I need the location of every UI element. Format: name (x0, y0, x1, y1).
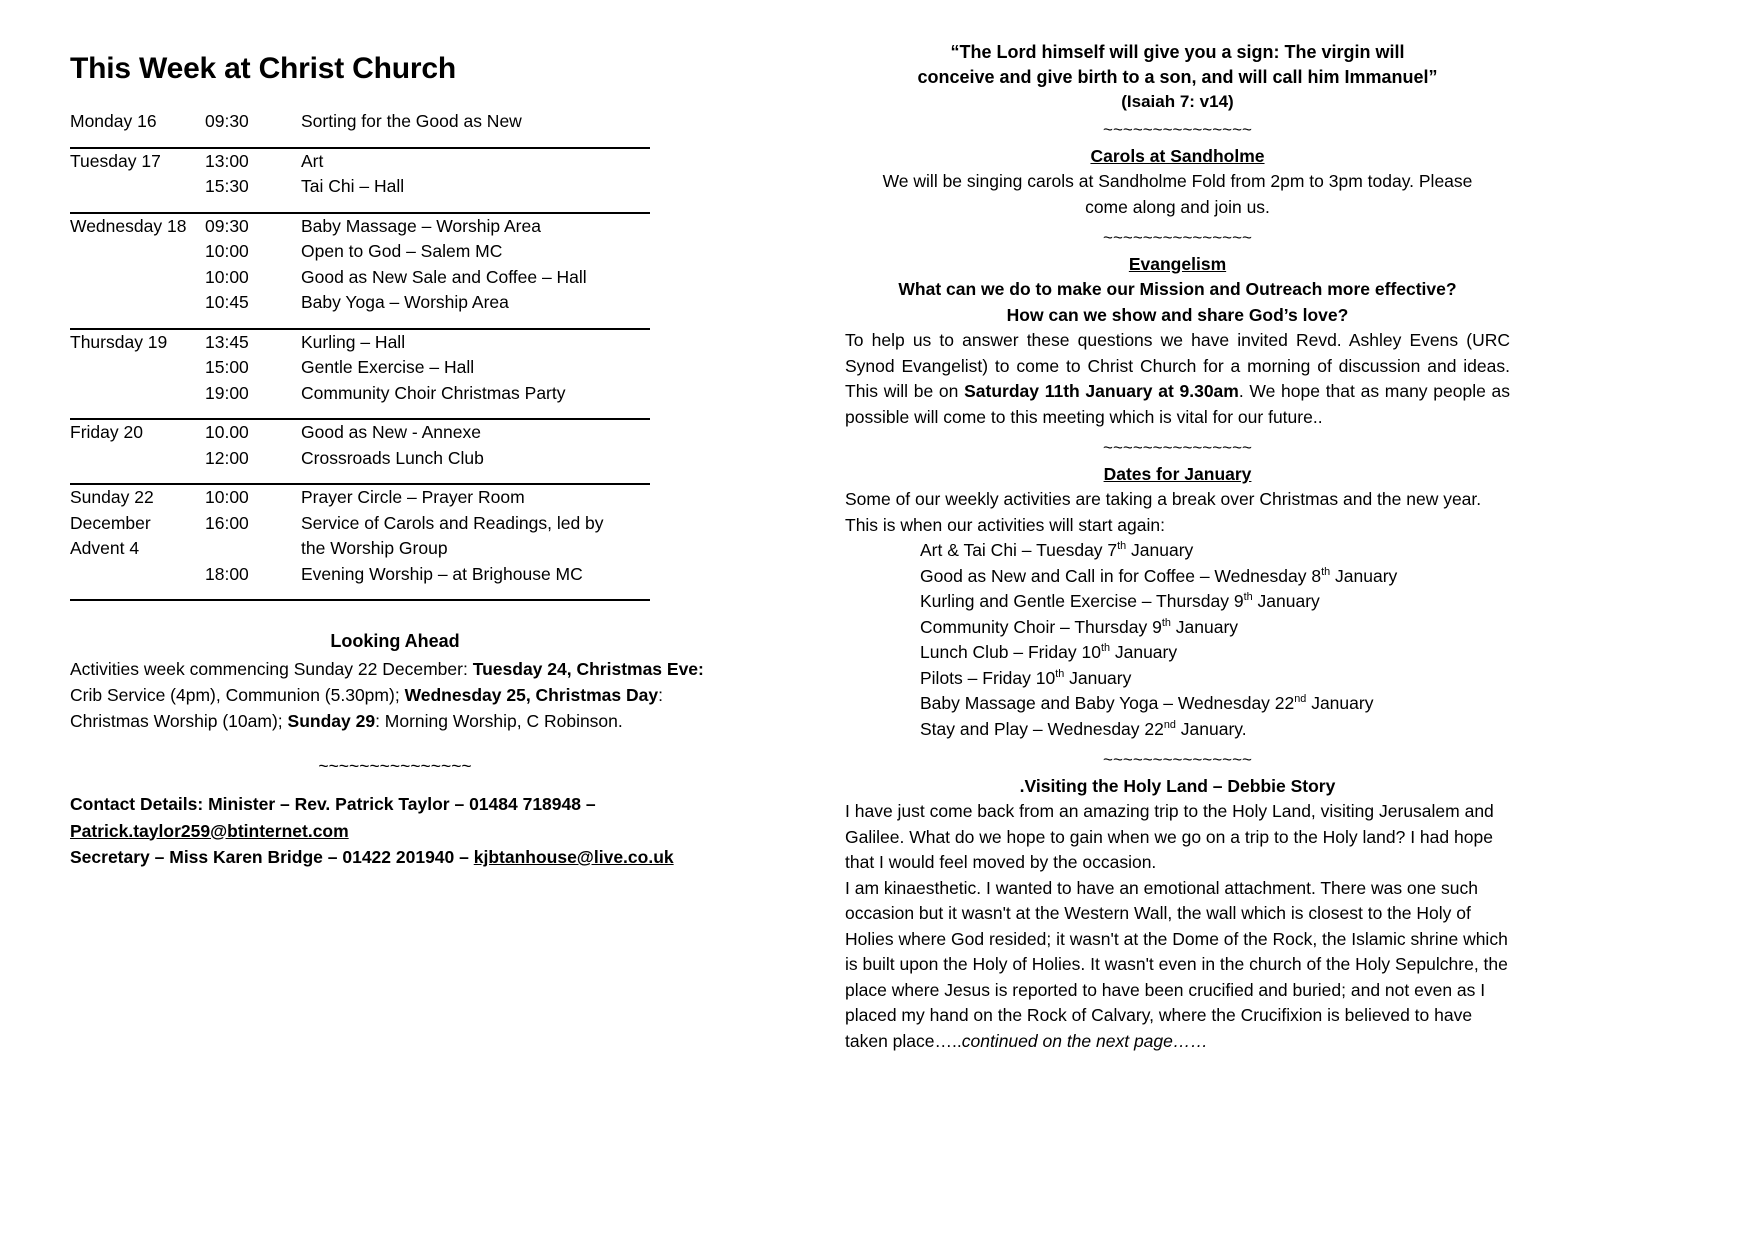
divider-tilde-3: ~~~~~~~~~~~~~~~ (1103, 438, 1252, 457)
dates-january-item (920, 538, 1510, 564)
evangelism-question-1: What can we do to make our Mission and Outreach more effective? (898, 279, 1457, 299)
evangelism-date-bold: Saturday 11th January at 9.30am (964, 381, 1239, 401)
schedule-time (205, 536, 301, 562)
schedule-day-label: Sunday 22 (70, 487, 154, 507)
dates-january-item (920, 717, 1510, 743)
schedule-event: Baby Massage – Worship Area (301, 215, 541, 236)
schedule-time: 09:30 (205, 215, 249, 236)
schedule-day-group (70, 485, 650, 601)
evangelism-body-2: . We hope that as many people as possible will come to this meeting which is vital for our future.. (845, 381, 1510, 427)
looking-ahead-text-1: Activities week commencing Sunday 22 December: (70, 659, 468, 679)
schedule-event: Evening Worship – at Brighouse MC (301, 563, 583, 584)
looking-ahead-text-4: : Morning Worship, C Robinson. (375, 711, 623, 731)
dates-item-text: Art & Tai Chi – Tuesday 7 (920, 540, 1118, 560)
schedule-event: Sorting for the Good as New (301, 111, 522, 131)
holyland-paragraph-1: I have just come back from an amazing trip to the Holy Land, visiting Jerusalem and Galilee. What do we hope to gain when we go on a trip to the Holy land? I had hope that I would feel moved by the occasion. (845, 801, 1494, 872)
schedule-time: 19:00 (205, 382, 249, 403)
looking-ahead-bold-1: Tuesday 24, Christmas Eve: (472, 659, 704, 679)
dates-item-ordinal-suffix: th (1117, 540, 1127, 553)
schedule-day-label: Advent 4 (70, 538, 140, 558)
schedule-group-spacer (70, 587, 650, 599)
schedule-row (70, 109, 650, 135)
dates-item-text: Good as New and Call in for Coffee – Wednesday 8 (920, 565, 1322, 586)
schedule-event: Art (301, 150, 324, 171)
contact-details (70, 791, 720, 871)
scripture-reference: (Isaiah 7: v14) (1121, 92, 1234, 111)
schedule-day-label (70, 174, 205, 200)
dates-january-list (845, 538, 1510, 742)
divider-tilde-2: ~~~~~~~~~~~~~~~ (1103, 228, 1252, 247)
schedule-event: Crossroads Lunch Club (301, 447, 484, 468)
evangelism-body (845, 328, 1510, 430)
schedule-row (70, 511, 650, 537)
schedule-row (70, 265, 650, 291)
schedule-time: 09:30 (205, 111, 249, 131)
dates-item-text: Community Choir – Thursday 9 (920, 616, 1162, 637)
schedule-row (70, 420, 650, 446)
dates-january-item (920, 691, 1510, 717)
schedule-time: 12:00 (205, 447, 249, 468)
carols-heading: Carols at Sandholme (1090, 146, 1265, 166)
contact-minister-line: Contact Details: Minister – Rev. Patrick Taylor – 01484 718948 – (70, 794, 596, 814)
page-title: This Week at Christ Church (70, 52, 456, 85)
schedule-day-label: Wednesday 18 (70, 215, 187, 236)
dates-item-ordinal-suffix: th (1100, 642, 1110, 655)
schedule-day-group (70, 330, 650, 421)
dates-january-item (920, 564, 1510, 590)
schedule-row (70, 149, 650, 175)
contact-secretary-line: Secretary – Miss Karen Bridge – 01422 201940 – (70, 847, 474, 867)
schedule-event: Gentle Exercise – Hall (301, 357, 475, 377)
looking-ahead-text (70, 656, 720, 734)
dates-january-heading: Dates for January (1103, 464, 1252, 484)
carols-body (845, 169, 1510, 220)
schedule-time: 10:45 (205, 292, 249, 312)
schedule-row (70, 239, 650, 265)
schedule-time: 13:45 (205, 331, 249, 352)
schedule-day-label: Tuesday 17 (70, 150, 161, 171)
schedule-day-group (70, 109, 650, 149)
left-divider-tilde: ~~~~~~~~~~~~~~~ (318, 756, 472, 776)
right-column (845, 40, 1510, 1054)
dates-item-month: January (1252, 591, 1320, 611)
secretary-email-link[interactable]: kjbtanhouse@live.co.uk (473, 847, 674, 867)
looking-ahead-bold-3: Sunday 29 (287, 711, 376, 731)
dates-january-item (920, 589, 1510, 615)
schedule-group-spacer (70, 471, 650, 483)
schedule-day-label (70, 381, 205, 407)
dates-item-month: January. (1175, 718, 1247, 739)
schedule-group-spacer (70, 316, 650, 328)
holyland-paragraph-2-text: I am kinaesthetic. I wanted to have an emotional attachment. There was one such occasion but it wasn't at the Western Wall, the wall which is closest to the Holy of Holies where God resided; it wasn't at the Dome of the Rock, the Islamic shrine which is built upon the Holy of Holies. It wasn't even in the church of the Holy Sepulchre, the place where Jesus is reported to have been crucified and buried; and not even as I placed my hand on the Rock of Calvary, where the Crucifixion is believed to have taken place….. (845, 877, 1508, 1051)
dates-item-month: January (1126, 540, 1194, 560)
schedule-row (70, 381, 650, 407)
dates-item-month: January (1110, 642, 1178, 662)
schedule-event: Good as New Sale and Coffee – Hall (301, 266, 587, 287)
dates-item-month: January (1330, 565, 1398, 586)
schedule-day-label (70, 446, 205, 472)
schedule-event: Open to God – Salem MC (301, 241, 503, 261)
schedule-event: Prayer Circle – Prayer Room (301, 487, 525, 507)
schedule-row (70, 330, 650, 356)
dates-item-ordinal-suffix: th (1321, 565, 1331, 578)
schedule-day-label: Thursday 19 (70, 331, 168, 352)
dates-item-ordinal-suffix: nd (1163, 718, 1176, 731)
schedule-day-group (70, 149, 650, 214)
left-column (70, 52, 720, 871)
schedule-time: 13:00 (205, 150, 249, 171)
schedule-row (70, 485, 650, 511)
schedule-day-group (70, 420, 650, 485)
schedule-day-label: Monday 16 (70, 111, 157, 131)
holyland-paragraph-2 (845, 876, 1510, 1055)
carols-line-1: We will be singing carols at Sandholme Fold from 2pm to 3pm today. Please (882, 171, 1473, 191)
schedule-event: Service of Carols and Readings, led by (301, 512, 604, 533)
dates-january-intro: Some of our weekly activities are taking a break over Christmas and the new year. This is when our activities will start again: (845, 489, 1482, 535)
dates-item-ordinal-suffix: th (1243, 591, 1253, 604)
holyland-heading (845, 776, 1510, 797)
schedule-day-label (70, 562, 205, 588)
looking-ahead-bold-2: Wednesday 25, Christmas Day (404, 685, 659, 705)
schedule-day-label (70, 290, 205, 316)
dates-item-text: Pilots – Friday 10 (920, 667, 1056, 688)
schedule-row (70, 214, 650, 240)
schedule-time: 10.00 (205, 422, 249, 442)
dates-item-text: Baby Massage and Baby Yoga – Wednesday 22 (920, 693, 1295, 713)
dates-january-item (920, 666, 1510, 692)
holyland-continued-note: continued on the next page…… (961, 1030, 1208, 1051)
evangelism-body-1: To help us to answer these questions we have invited Revd. Ashley Evens (URC Synod Evangelist) to come to Christ Church for a morning of discussion and ideas. This will be on (845, 330, 1510, 401)
schedule-event: Tai Chi – Hall (301, 176, 405, 196)
carols-line-2: come along and join us. (1085, 196, 1270, 217)
schedule-time: 10:00 (205, 487, 249, 507)
schedule-row (70, 446, 650, 472)
schedule-day-label (70, 265, 205, 291)
schedule-row (70, 290, 650, 316)
weekly-schedule (70, 109, 650, 601)
schedule-time: 15:00 (205, 357, 249, 377)
schedule-event: the Worship Group (301, 538, 448, 558)
schedule-group-spacer (70, 406, 650, 418)
minister-email-link[interactable]: Patrick.taylor259@btinternet.com (70, 820, 349, 841)
verse-line-1: “The Lord himself will give you a sign: The virgin will (950, 42, 1405, 62)
dates-item-ordinal-suffix: th (1161, 616, 1171, 629)
dates-item-text: Lunch Club – Friday 10 (920, 642, 1101, 662)
schedule-day-label (70, 355, 205, 381)
divider-tilde-4: ~~~~~~~~~~~~~~~ (1103, 750, 1252, 769)
dates-january-item (920, 640, 1510, 666)
schedule-time: 10:00 (205, 266, 249, 287)
schedule-day-group (70, 214, 650, 330)
looking-ahead-text-3: : Christmas Worship (10am); (70, 685, 663, 731)
dates-item-ordinal-suffix: th (1055, 667, 1065, 680)
schedule-event: Community Choir Christmas Party (301, 382, 566, 403)
schedule-time: 18:00 (205, 563, 249, 584)
evangelism-heading: Evangelism (1128, 254, 1227, 274)
schedule-day-label: Friday 20 (70, 422, 143, 442)
schedule-day-label: December (70, 512, 151, 533)
schedule-group-spacer (70, 135, 650, 147)
looking-ahead-heading: Looking Ahead (330, 631, 460, 651)
schedule-time: 16:00 (205, 512, 249, 533)
schedule-time: 15:30 (205, 176, 249, 196)
looking-ahead-text-2: Crib Service (4pm), Communion (5.30pm); (70, 685, 400, 705)
schedule-row (70, 562, 650, 588)
schedule-day-label (70, 239, 205, 265)
schedule-event: Kurling – Hall (301, 331, 406, 352)
schedule-group-spacer (70, 200, 650, 212)
verse-line-2: conceive and give birth to a son, and will call him Immanuel” (917, 67, 1438, 87)
schedule-row (70, 355, 650, 381)
schedule-row (70, 536, 650, 562)
schedule-event: Baby Yoga – Worship Area (301, 292, 509, 312)
dates-item-text: Kurling and Gentle Exercise – Thursday 9 (920, 591, 1244, 611)
dates-item-month: January (1306, 693, 1374, 713)
schedule-time: 10:00 (205, 241, 249, 261)
dates-item-text: Stay and Play – Wednesday 22 (920, 718, 1164, 739)
holyland-heading-text: .Visiting the Holy Land – Debbie Story (1019, 776, 1336, 796)
scripture-verse (845, 40, 1510, 90)
dates-item-ordinal-suffix: nd (1294, 693, 1307, 706)
evangelism-question-2: How can we show and share God’s love? (1006, 304, 1349, 325)
schedule-row (70, 174, 650, 200)
divider-tilde-1: ~~~~~~~~~~~~~~~ (1103, 120, 1252, 139)
schedule-event: Good as New - Annexe (301, 422, 481, 442)
dates-item-month: January (1170, 616, 1239, 637)
dates-january-item (920, 615, 1510, 641)
dates-item-month: January (1064, 667, 1132, 688)
